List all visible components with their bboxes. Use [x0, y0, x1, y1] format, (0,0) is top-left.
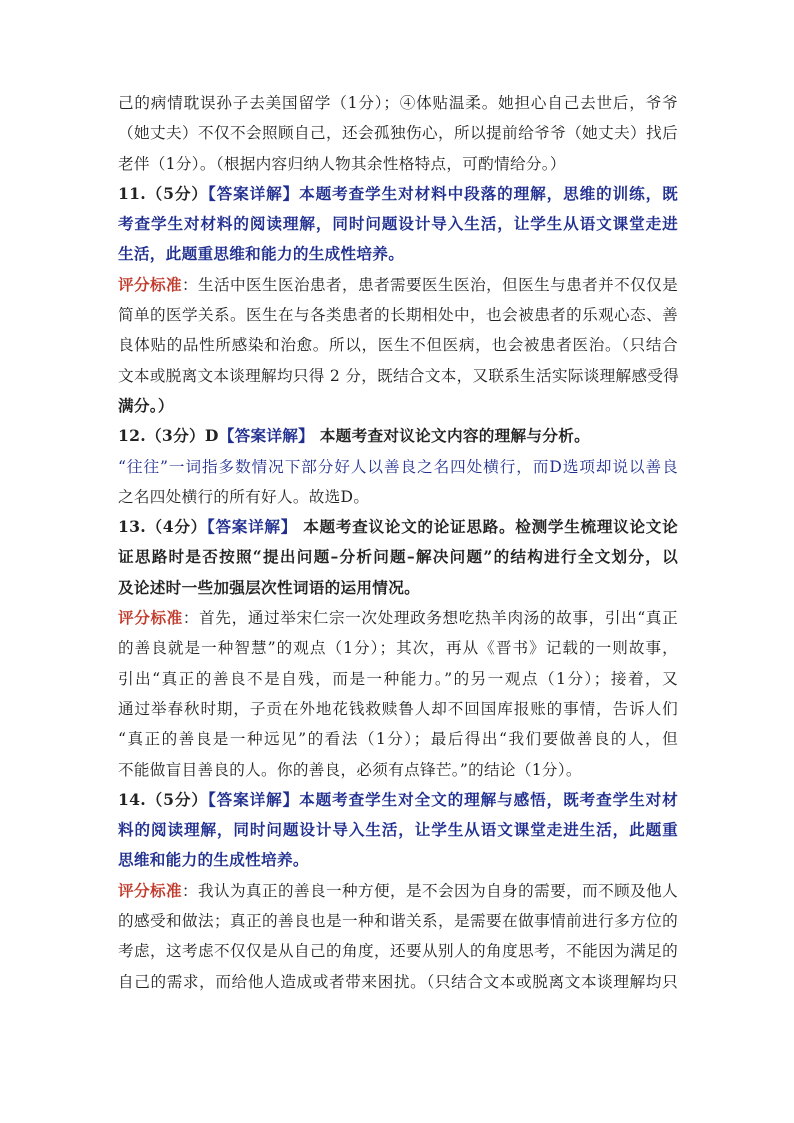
criteria-line [118, 300, 678, 330]
question-number: 13.（4分） [118, 517, 207, 537]
explanation-line [118, 573, 678, 603]
explanation-line [118, 239, 678, 269]
criteria-line [118, 936, 678, 966]
criteria-line [118, 391, 678, 421]
text: 文本或脱离文本谈理解均只得 2 分，既结合文本，又联系生活实际谈理解感受得 [118, 366, 680, 385]
text: 生活，此题重思维和能力的生成性培养。 [118, 244, 405, 264]
text: 满分。） [118, 395, 174, 415]
text: ：生活中医生医治患者，患者需要医生医治，但医生与患者并不仅仅是 [182, 275, 678, 294]
text: 之名四处横行的所有好人。故选D。 [118, 487, 370, 506]
text: 思维和能力的生成性培养。 [118, 850, 309, 870]
explanation-text: 本题考查对议论文内容的理解与分析。 [314, 426, 590, 446]
criteria-line [118, 876, 678, 906]
criteria-line [118, 270, 678, 300]
text: 的感受和做法；真正的善良也是一种和谐关系，是需要在做事情前进行多方位的 [118, 912, 678, 931]
explanation-text: 本题考查议论文的论证思路。检测学生梳理议论文论 [297, 517, 678, 537]
text: 的善良就是一种智慧”的观点（1分）；其次，再从《晋书》记载的一则故事， [118, 639, 678, 658]
explanation-line [118, 542, 678, 572]
text: 引出“真正的善良不是自残，而是一种能力。”的另一观点（1分）；接着，又 [118, 669, 678, 688]
text: 考查学生对材料的阅读理解，同时问题设计导入生活，让学生从语文课堂走进 [118, 214, 678, 234]
answer-tag: 【答案详解】 [206, 517, 298, 537]
criteria-label: 评分标准 [118, 880, 183, 900]
paragraph-line [118, 88, 678, 118]
paragraph-line [118, 118, 678, 148]
text: 料的阅读理解，同时问题设计导入生活，让学生从语文课堂走进生活，此题重 [118, 820, 678, 840]
answer-line [118, 482, 678, 512]
text: （她丈夫）不仅不会照顾自己，还会孤独伤心，所以提前给爷爷（她丈夫）找后 [118, 124, 678, 143]
question-number: 12.（3分）D [118, 426, 219, 446]
text: 良体贴的品性所感染和治愈。所以，医生不但医病，也会被患者医治。（只结合 [118, 336, 678, 355]
text: 及论述时一些加强层次性词语的运用情况。 [118, 577, 420, 597]
explanation-text: 本题考查学生对材料中段落的理解，思维的训练，既 [299, 183, 678, 203]
text: 老伴（1分）。（根据内容归纳人物其余性格特点，可酌情给分。） [118, 154, 566, 173]
q12-heading [118, 421, 678, 451]
explanation-text: 本题考查学生对全文的理解与感悟，既考查学生对材 [299, 789, 678, 809]
answer-tag: 【答案详解】 [207, 183, 300, 203]
explanation-line [118, 815, 678, 845]
criteria-line [118, 664, 678, 694]
criteria-label: 评分标准 [118, 274, 183, 294]
q11-heading [118, 179, 678, 209]
explanation-line [118, 845, 678, 875]
text: 不能做盲目善良的人。你的善良，必须有点锋芒。”的结论（1分）。 [118, 760, 582, 779]
q14-heading [118, 785, 678, 815]
text: “真正的善良是一种远见”的看法（1分）；最后得出“我们要做善良的人，但 [118, 730, 678, 749]
criteria-line [118, 603, 678, 633]
text: 己的病情耽误孙子去美国留学（1分）；④体贴温柔。她担心自己去世后，爷爷 [118, 94, 678, 112]
criteria-line [118, 906, 678, 936]
text: “往往”一词指多数情况下部分好人以善良之名四处横行，而D选项却说以善良 [118, 457, 678, 476]
q13-heading [118, 512, 678, 542]
text: 通过举春秋时期，子贡在外地花钱救赎鲁人却不回国库报账的事情，告诉人们 [118, 699, 678, 718]
criteria-line [118, 755, 678, 785]
question-number: 11.（5分） [118, 183, 208, 203]
answer-tag: 【答案详解】 [218, 426, 315, 446]
text: 自己的需求，而给他人造成或者带来困扰。（只结合文本或脱离文本谈理解均只 [118, 972, 678, 991]
criteria-line [118, 694, 678, 724]
criteria-line [118, 361, 678, 391]
explanation-line [118, 209, 678, 239]
text: 证思路时是否按照“提出问题–分析问题–解决问题”的结构进行全文划分，以 [118, 547, 678, 567]
text: ：首先，通过举宋仁宗一次处理政务想吃热羊肉汤的故事，引出“真正 [182, 609, 679, 628]
criteria-line [118, 633, 678, 663]
text: 考虑，这考虑不仅仅是从自己的角度，还要从别人的角度思考，不能因为满足的 [118, 942, 678, 961]
criteria-line [118, 330, 678, 360]
criteria-label: 评分标准 [118, 608, 183, 628]
criteria-line [118, 724, 678, 754]
answer-line [118, 452, 678, 482]
text: ：我认为真正的善良一种方便，是不会因为自身的需要，而不顾及他人 [182, 881, 678, 900]
answer-tag: 【答案详解】 [207, 789, 300, 809]
answer-key-page [118, 88, 678, 997]
text: 简单的医学关系。医生在与各类患者的长期相处中，也会被患者的乐观心态、善 [118, 306, 678, 325]
criteria-line [118, 967, 678, 997]
question-number: 14.（5分） [118, 789, 208, 809]
paragraph-line [118, 149, 678, 179]
